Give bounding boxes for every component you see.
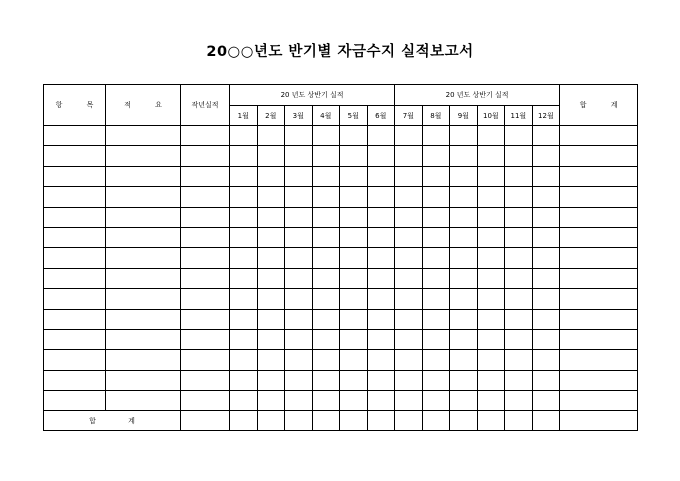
table-cell[interactable] xyxy=(285,146,313,166)
table-cell[interactable] xyxy=(422,350,450,370)
header-first-half: 20 년도 상반기 실적 xyxy=(230,85,395,106)
table-cell[interactable] xyxy=(257,146,285,166)
table-cell[interactable] xyxy=(505,227,533,247)
table-cell[interactable] xyxy=(505,146,533,166)
table-cell[interactable] xyxy=(477,146,505,166)
table-cell[interactable] xyxy=(312,207,340,227)
table-cell[interactable] xyxy=(44,227,106,247)
table-cell[interactable] xyxy=(44,166,106,186)
table-cell[interactable] xyxy=(477,350,505,370)
table-cell[interactable] xyxy=(395,370,423,390)
table-cell[interactable] xyxy=(340,329,368,349)
table-row xyxy=(44,166,638,186)
table-cell[interactable] xyxy=(395,391,423,411)
table-cell[interactable] xyxy=(450,391,478,411)
table-cell[interactable] xyxy=(257,248,285,268)
header-month-3: 3월 xyxy=(285,106,313,126)
table-cell[interactable] xyxy=(106,227,181,247)
table-cell[interactable] xyxy=(450,268,478,288)
table-cell[interactable] xyxy=(367,329,395,349)
total-row xyxy=(44,411,638,431)
table-cell[interactable] xyxy=(367,166,395,186)
table-cell[interactable] xyxy=(230,207,258,227)
table-cell[interactable] xyxy=(340,391,368,411)
table-cell[interactable] xyxy=(450,329,478,349)
table-cell[interactable] xyxy=(312,329,340,349)
table-cell[interactable] xyxy=(340,289,368,309)
total-cell[interactable] xyxy=(422,411,450,431)
table-cell[interactable] xyxy=(395,166,423,186)
table-cell[interactable] xyxy=(106,207,181,227)
table-cell[interactable] xyxy=(395,289,423,309)
table-cell[interactable] xyxy=(257,166,285,186)
table-cell[interactable] xyxy=(340,268,368,288)
table-cell[interactable] xyxy=(285,370,313,390)
table-cell[interactable] xyxy=(44,350,106,370)
table-cell[interactable] xyxy=(367,126,395,146)
header-month-9: 9월 xyxy=(450,106,478,126)
table-cell[interactable] xyxy=(44,207,106,227)
table-cell[interactable] xyxy=(477,166,505,186)
table-cell[interactable] xyxy=(560,309,638,329)
table-cell[interactable] xyxy=(340,227,368,247)
table-cell[interactable] xyxy=(340,248,368,268)
table-row xyxy=(44,268,638,288)
table-cell[interactable] xyxy=(312,309,340,329)
table-cell[interactable] xyxy=(340,309,368,329)
total-cell[interactable] xyxy=(560,411,638,431)
table-cell[interactable] xyxy=(395,187,423,207)
table-cell[interactable] xyxy=(44,370,106,390)
table-cell[interactable] xyxy=(285,350,313,370)
table-cell[interactable] xyxy=(422,146,450,166)
table-cell[interactable] xyxy=(422,126,450,146)
table-cell[interactable] xyxy=(477,187,505,207)
table-cell[interactable] xyxy=(450,289,478,309)
table-cell[interactable] xyxy=(560,370,638,390)
table-cell[interactable] xyxy=(181,126,230,146)
table-cell[interactable] xyxy=(44,329,106,349)
table-cell[interactable] xyxy=(106,391,181,411)
table-cell[interactable] xyxy=(285,207,313,227)
table-cell[interactable] xyxy=(230,146,258,166)
table-cell[interactable] xyxy=(230,268,258,288)
table-cell[interactable] xyxy=(477,207,505,227)
table-cell[interactable] xyxy=(505,350,533,370)
table-cell[interactable] xyxy=(477,227,505,247)
table-cell[interactable] xyxy=(181,309,230,329)
table-row xyxy=(44,146,638,166)
table-cell[interactable] xyxy=(285,268,313,288)
table-cell[interactable] xyxy=(181,248,230,268)
table-cell[interactable] xyxy=(106,187,181,207)
table-cell[interactable] xyxy=(181,166,230,186)
table-cell[interactable] xyxy=(340,146,368,166)
table-cell[interactable] xyxy=(106,329,181,349)
table-row xyxy=(44,207,638,227)
table-cell[interactable] xyxy=(312,268,340,288)
table-cell[interactable] xyxy=(450,126,478,146)
header-month-7: 7월 xyxy=(395,106,423,126)
table-cell[interactable] xyxy=(230,391,258,411)
table-cell[interactable] xyxy=(505,268,533,288)
table-cell[interactable] xyxy=(230,329,258,349)
table-cell[interactable] xyxy=(505,187,533,207)
table-cell[interactable] xyxy=(367,207,395,227)
report-table xyxy=(43,84,638,431)
table-cell[interactable] xyxy=(450,350,478,370)
table-cell[interactable] xyxy=(44,187,106,207)
table-cell[interactable] xyxy=(450,146,478,166)
table-cell[interactable] xyxy=(257,309,285,329)
total-cell[interactable] xyxy=(285,411,313,431)
table-cell[interactable] xyxy=(505,391,533,411)
table-cell[interactable] xyxy=(560,350,638,370)
table-cell[interactable] xyxy=(450,187,478,207)
table-cell[interactable] xyxy=(340,370,368,390)
table-cell[interactable] xyxy=(230,187,258,207)
table-cell[interactable] xyxy=(532,309,560,329)
table-cell[interactable] xyxy=(422,309,450,329)
table-cell[interactable] xyxy=(367,187,395,207)
table-cell[interactable] xyxy=(285,309,313,329)
table-cell[interactable] xyxy=(422,370,450,390)
table-cell[interactable] xyxy=(44,146,106,166)
table-cell[interactable] xyxy=(477,289,505,309)
header-month-11: 11월 xyxy=(505,106,533,126)
table-cell[interactable] xyxy=(367,146,395,166)
table-cell[interactable] xyxy=(505,309,533,329)
table-cell[interactable] xyxy=(532,187,560,207)
table-cell[interactable] xyxy=(395,350,423,370)
table-cell[interactable] xyxy=(181,329,230,349)
table-cell[interactable] xyxy=(505,370,533,390)
table-cell[interactable] xyxy=(395,227,423,247)
table-cell[interactable] xyxy=(257,370,285,390)
table-cell[interactable] xyxy=(367,268,395,288)
table-cell[interactable] xyxy=(285,166,313,186)
table-cell[interactable] xyxy=(257,126,285,146)
table-cell[interactable] xyxy=(285,391,313,411)
table-cell[interactable] xyxy=(181,227,230,247)
total-cell[interactable] xyxy=(367,411,395,431)
table-cell[interactable] xyxy=(505,126,533,146)
table-row xyxy=(44,227,638,247)
table-cell[interactable] xyxy=(560,166,638,186)
table-row xyxy=(44,370,638,390)
table-cell[interactable] xyxy=(257,350,285,370)
table-cell[interactable] xyxy=(181,187,230,207)
table-cell[interactable] xyxy=(422,227,450,247)
table-cell[interactable] xyxy=(422,268,450,288)
header-item: 항 목 xyxy=(44,85,106,126)
header-month-5: 5월 xyxy=(340,106,368,126)
table-cell[interactable] xyxy=(230,309,258,329)
table-cell[interactable] xyxy=(230,289,258,309)
table-cell[interactable] xyxy=(181,289,230,309)
table-cell[interactable] xyxy=(532,207,560,227)
table-cell[interactable] xyxy=(532,166,560,186)
table-cell[interactable] xyxy=(560,207,638,227)
table-cell[interactable] xyxy=(44,126,106,146)
table-cell[interactable] xyxy=(367,248,395,268)
table-cell[interactable] xyxy=(181,146,230,166)
table-cell[interactable] xyxy=(395,309,423,329)
header-row-1 xyxy=(44,85,638,106)
table-cell[interactable] xyxy=(312,126,340,146)
header-second-half: 20 년도 상반기 실적 xyxy=(395,85,560,106)
table-cell[interactable] xyxy=(312,350,340,370)
table-cell[interactable] xyxy=(560,227,638,247)
table-cell[interactable] xyxy=(257,207,285,227)
table-cell[interactable] xyxy=(560,289,638,309)
table-row xyxy=(44,289,638,309)
table-cell[interactable] xyxy=(181,350,230,370)
table-cell[interactable] xyxy=(367,370,395,390)
total-cell[interactable] xyxy=(395,411,423,431)
table-cell[interactable] xyxy=(395,329,423,349)
table-cell[interactable] xyxy=(477,329,505,349)
table-cell[interactable] xyxy=(257,329,285,349)
table-cell[interactable] xyxy=(230,248,258,268)
table-cell[interactable] xyxy=(312,227,340,247)
table-cell[interactable] xyxy=(44,248,106,268)
header-month-4: 4월 xyxy=(312,106,340,126)
table-cell[interactable] xyxy=(477,248,505,268)
table-row xyxy=(44,309,638,329)
table-cell[interactable] xyxy=(422,166,450,186)
table-cell[interactable] xyxy=(340,207,368,227)
table-cell[interactable] xyxy=(367,289,395,309)
table-cell[interactable] xyxy=(532,268,560,288)
table-cell[interactable] xyxy=(44,309,106,329)
table-cell[interactable] xyxy=(44,268,106,288)
table-cell[interactable] xyxy=(450,227,478,247)
table-cell[interactable] xyxy=(230,126,258,146)
table-cell[interactable] xyxy=(395,207,423,227)
table-cell[interactable] xyxy=(395,126,423,146)
table-cell[interactable] xyxy=(285,227,313,247)
table-cell[interactable] xyxy=(532,248,560,268)
table-cell[interactable] xyxy=(230,370,258,390)
table-cell[interactable] xyxy=(395,268,423,288)
table-cell[interactable] xyxy=(505,166,533,186)
table-cell[interactable] xyxy=(560,126,638,146)
table-cell[interactable] xyxy=(367,391,395,411)
table-cell[interactable] xyxy=(181,268,230,288)
table-cell[interactable] xyxy=(422,207,450,227)
table-cell[interactable] xyxy=(367,309,395,329)
header-month-2: 2월 xyxy=(257,106,285,126)
header-prev-year: 작년실적 xyxy=(181,85,230,126)
total-cell[interactable] xyxy=(257,411,285,431)
table-cell[interactable] xyxy=(477,309,505,329)
table-cell[interactable] xyxy=(106,126,181,146)
header-month-1: 1월 xyxy=(230,106,258,126)
table-cell[interactable] xyxy=(422,329,450,349)
table-cell[interactable] xyxy=(340,166,368,186)
table-cell[interactable] xyxy=(450,207,478,227)
table-cell[interactable] xyxy=(257,227,285,247)
table-cell[interactable] xyxy=(106,350,181,370)
table-cell[interactable] xyxy=(532,329,560,349)
table-cell[interactable] xyxy=(285,126,313,146)
table-cell[interactable] xyxy=(181,207,230,227)
table-cell[interactable] xyxy=(257,289,285,309)
table-cell[interactable] xyxy=(367,227,395,247)
table-cell[interactable] xyxy=(505,329,533,349)
table-cell[interactable] xyxy=(477,268,505,288)
total-cell[interactable] xyxy=(532,411,560,431)
table-cell[interactable] xyxy=(312,289,340,309)
table-cell[interactable] xyxy=(312,166,340,186)
header-month-12: 12월 xyxy=(532,106,560,126)
table-cell[interactable] xyxy=(367,350,395,370)
total-cell[interactable] xyxy=(477,411,505,431)
table-row xyxy=(44,187,638,207)
table-cell[interactable] xyxy=(422,289,450,309)
total-cell[interactable] xyxy=(181,411,230,431)
table-row xyxy=(44,350,638,370)
table-cell[interactable] xyxy=(44,289,106,309)
table-cell[interactable] xyxy=(44,391,106,411)
table-cell[interactable] xyxy=(450,309,478,329)
table-cell[interactable] xyxy=(340,350,368,370)
total-cell[interactable] xyxy=(312,411,340,431)
table-cell[interactable] xyxy=(257,268,285,288)
table-cell[interactable] xyxy=(505,248,533,268)
table-cell[interactable] xyxy=(532,146,560,166)
table-row xyxy=(44,126,638,146)
table-cell[interactable] xyxy=(230,350,258,370)
table-cell[interactable] xyxy=(422,187,450,207)
table-cell[interactable] xyxy=(106,289,181,309)
table-row xyxy=(44,248,638,268)
table-cell[interactable] xyxy=(285,289,313,309)
total-cell[interactable] xyxy=(450,411,478,431)
table-cell[interactable] xyxy=(532,289,560,309)
table-cell[interactable] xyxy=(450,370,478,390)
table-cell[interactable] xyxy=(532,350,560,370)
document-title: 20○○년도 반기별 자금수지 실적보고서 xyxy=(206,44,474,60)
table-cell[interactable] xyxy=(106,166,181,186)
table-body xyxy=(44,126,638,411)
header-month-10: 10월 xyxy=(477,106,505,126)
table-cell[interactable] xyxy=(560,329,638,349)
table-cell[interactable] xyxy=(106,370,181,390)
table-cell[interactable] xyxy=(285,248,313,268)
table-cell[interactable] xyxy=(532,227,560,247)
table-cell[interactable] xyxy=(312,248,340,268)
table-cell[interactable] xyxy=(505,289,533,309)
table-cell[interactable] xyxy=(257,187,285,207)
table-cell[interactable] xyxy=(422,391,450,411)
table-cell[interactable] xyxy=(340,126,368,146)
table-cell[interactable] xyxy=(312,391,340,411)
table-cell[interactable] xyxy=(106,309,181,329)
table-cell[interactable] xyxy=(312,146,340,166)
table-cell[interactable] xyxy=(450,248,478,268)
table-cell[interactable] xyxy=(230,166,258,186)
table-cell[interactable] xyxy=(505,207,533,227)
header-month-8: 8월 xyxy=(422,106,450,126)
table-cell[interactable] xyxy=(560,391,638,411)
table-cell[interactable] xyxy=(560,248,638,268)
table-cell[interactable] xyxy=(560,187,638,207)
table-cell[interactable] xyxy=(477,391,505,411)
table-cell[interactable] xyxy=(395,146,423,166)
total-cell[interactable] xyxy=(505,411,533,431)
total-cell[interactable] xyxy=(340,411,368,431)
table-cell[interactable] xyxy=(106,146,181,166)
table-row xyxy=(44,391,638,411)
table-cell[interactable] xyxy=(181,370,230,390)
table-cell[interactable] xyxy=(477,126,505,146)
table-cell[interactable] xyxy=(230,227,258,247)
header-summary: 적 요 xyxy=(106,85,181,126)
total-row-label: 합 계 xyxy=(44,411,181,431)
table-cell[interactable] xyxy=(106,248,181,268)
table-cell[interactable] xyxy=(560,268,638,288)
table-cell[interactable] xyxy=(181,391,230,411)
header-total: 합 계 xyxy=(560,85,638,126)
header-month-6: 6월 xyxy=(367,106,395,126)
table-cell[interactable] xyxy=(257,391,285,411)
table-cell[interactable] xyxy=(340,187,368,207)
table-cell[interactable] xyxy=(285,329,313,349)
table-cell[interactable] xyxy=(532,126,560,146)
table-cell[interactable] xyxy=(395,248,423,268)
table-cell[interactable] xyxy=(532,391,560,411)
table-cell[interactable] xyxy=(422,248,450,268)
table-cell[interactable] xyxy=(312,187,340,207)
table-cell[interactable] xyxy=(532,370,560,390)
table-cell[interactable] xyxy=(560,146,638,166)
total-cell[interactable] xyxy=(230,411,258,431)
table-cell[interactable] xyxy=(285,187,313,207)
table-cell[interactable] xyxy=(106,268,181,288)
table-row xyxy=(44,329,638,349)
table-cell[interactable] xyxy=(450,166,478,186)
table-cell[interactable] xyxy=(312,370,340,390)
table-cell[interactable] xyxy=(477,370,505,390)
